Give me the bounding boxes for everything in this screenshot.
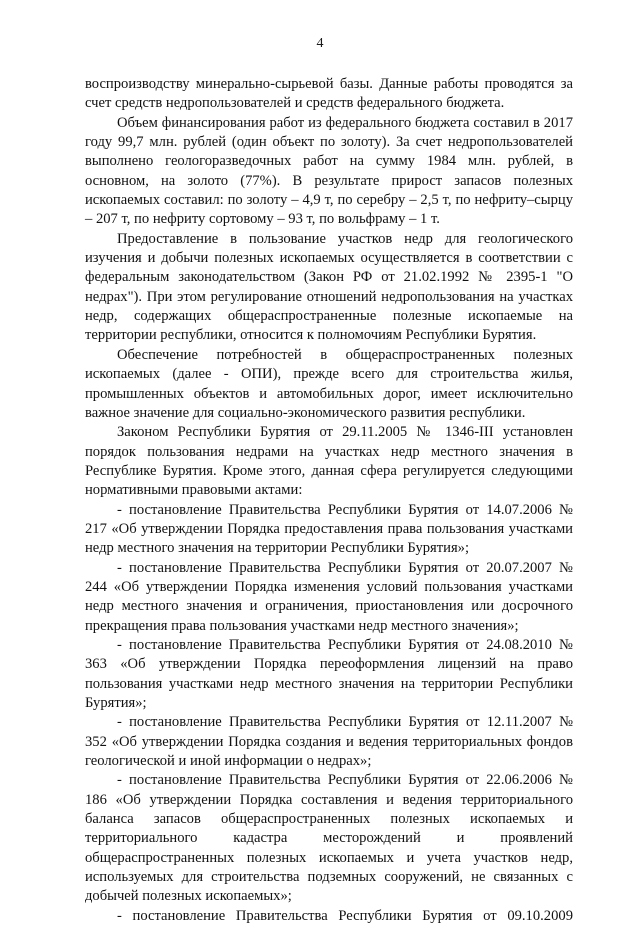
list-item-resolution: - постановление Правительства Республики Бурятия от 22.06.2006 № 186 «Об утверждении Порядка составления и ведения территориального баланса запасов общераспространенных полезных ископаемых и территориального кадастра месторождений и проявлений общераспространенных полезных ископаемых и учета участков недр, используемых для строительства подземных сооружений, не связанных с добычей полезных ископаемых»; bbox=[85, 772, 573, 905]
paragraph-funding: Объем финансирования работ из федерального бюджета составил в 2017 году 99,7 млн. рублей (один объект по золоту). За счет недропользователей выполнено геологоразведочных работ на сумму 1984 млн. рублей, в основном, на золото (77%). В результате прирост запасов полезных ископаемых составил: по золоту – 4,9 т, по серебру – 2,5 т, по нефриту–сырцу – 207 т, по нефриту сортовому – 93 т, по вольфраму – 1 т. bbox=[85, 114, 573, 228]
list-item-resolution: - постановление Правительства Республики Бурятия от 12.11.2007 № 352 «Об утверждении Порядка создания и ведения территориальных фондов геологической и иной информации о недрах»; bbox=[85, 714, 573, 770]
list-item-resolution: - постановление Правительства Республики Бурятия от 09.10.2009 bbox=[117, 907, 573, 924]
page-number: 4 bbox=[316, 36, 324, 51]
list-item-resolution: - постановление Правительства Республики Бурятия от 24.08.2010 № 363 «Об утверждении Порядка переоформления лицензий на право пользования участками недр местного значения на территории Республики Бурятия»; bbox=[85, 636, 573, 711]
paragraph-continuation: воспроизводству минерально-сырьевой базы. Данные работы проводятся за счет средств недропользователей и средств федерального бюджета. bbox=[85, 76, 573, 112]
list-item-resolution: - постановление Правительства Республики Бурятия от 20.07.2007 № 244 «Об утверждении Порядка изменения условий пользования участками недр местного значения и ограничения, приостановления или досрочного прекращения права пользования участками недр местного значения»; bbox=[85, 559, 573, 634]
paragraph-law: Законом Республики Бурятия от 29.11.2005 № 1346-III установлен порядок пользования недрами на участках недр местного значения в Республике Бурятия. Кроме этого, данная сфера регулируется следующими нормативными правовыми актами: bbox=[85, 424, 573, 499]
list-item-resolution: - постановление Правительства Республики Бурятия от 14.07.2006 № 217 «Об утверждении Порядка предоставления права пользования участками недр местного значения на территории Республики Бурятия»; bbox=[85, 501, 573, 557]
document-body bbox=[85, 75, 573, 926]
paragraph-opi-needs: Обеспечение потребностей в общераспространенных полезных ископаемых (далее - ОПИ), прежде всего для строительства жилья, промышленных объектов и автомобильных дорог, имеет исключительно важное значение для социально-экономического развития республики. bbox=[85, 346, 573, 421]
paragraph-subsoil-use: Предоставление в пользование участков недр для геологического изучения и добычи полезных ископаемых осуществляется в соответствии с федеральным законодательством (Закон РФ от 21.02.1992 № 2395-1 "О недрах"). При этом регулирование отношений недропользования на участках недр, содержащих общераспространенные полезные ископаемые на территории республики, относится к полномочиям Республики Бурятия. bbox=[85, 230, 573, 344]
